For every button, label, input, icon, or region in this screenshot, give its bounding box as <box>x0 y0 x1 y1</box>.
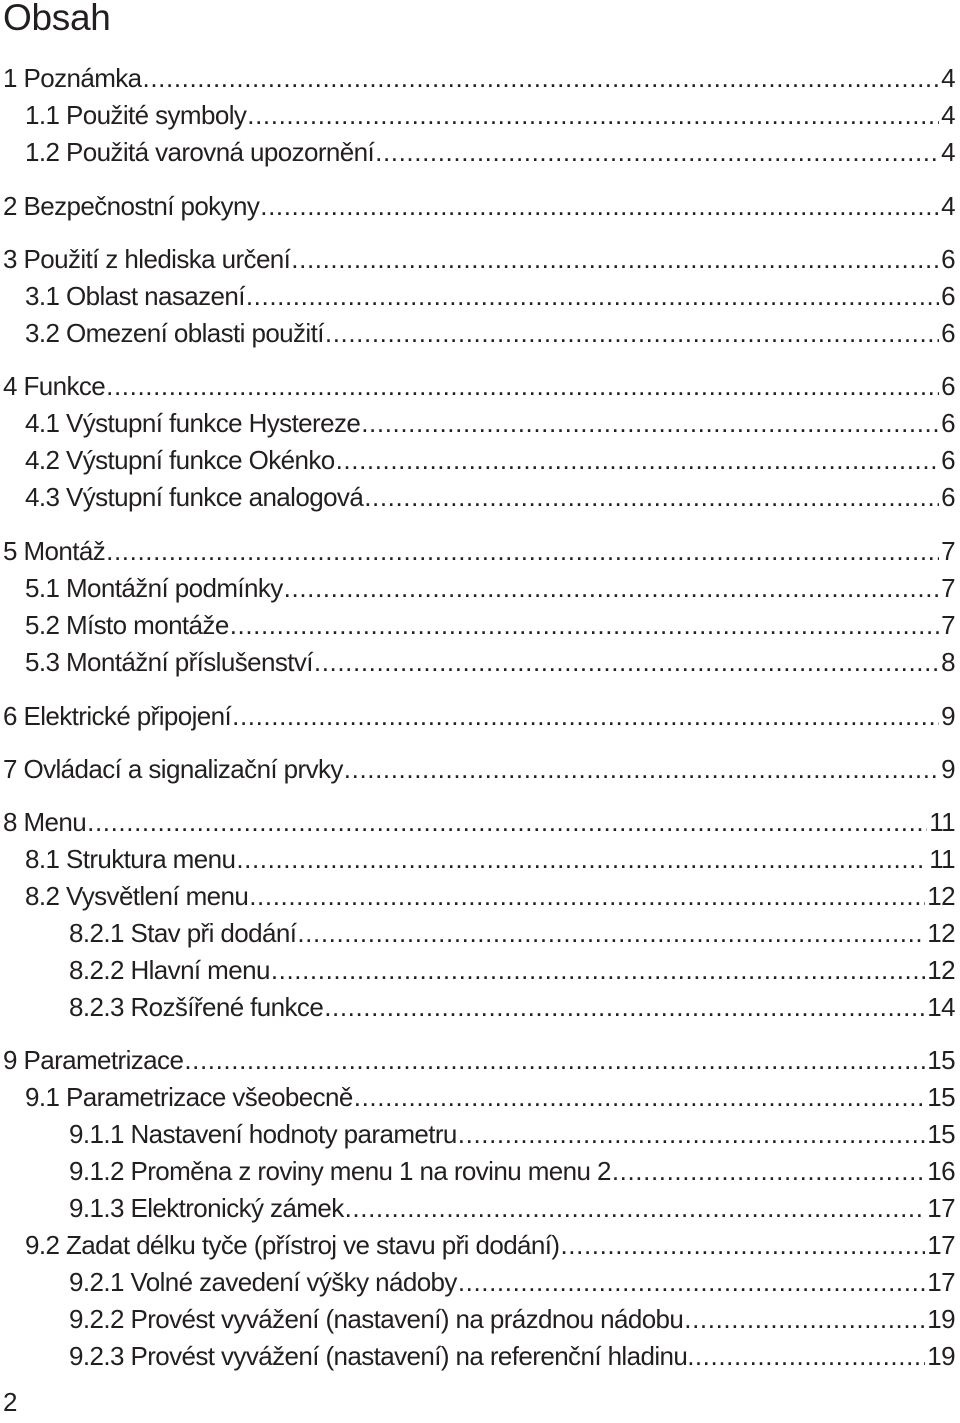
toc-entry-page: 6 <box>941 408 955 438</box>
toc-entry[interactable] <box>25 609 955 641</box>
toc-entry-label: 5.1 Montážní podmínky <box>25 573 283 603</box>
toc-entry-label: 8 Menu <box>3 807 87 837</box>
toc-entry-label: 6 Elektrické připojení <box>3 701 232 731</box>
toc-dot-leader <box>143 62 940 94</box>
toc-dot-leader <box>344 753 939 785</box>
toc-entry-label: 2 Bezpečnostní pokyny <box>3 191 260 221</box>
toc-entry-label: 7 Ovládací a signalizační prvky <box>3 754 343 784</box>
toc-entry[interactable] <box>25 646 955 678</box>
toc-entry-page: 4 <box>941 100 955 130</box>
toc-entry-label: 4.3 Výstupní funkce analogová <box>25 482 364 512</box>
toc-entry[interactable] <box>69 991 955 1023</box>
toc-dot-leader <box>246 280 939 312</box>
toc-entry[interactable] <box>69 1192 955 1224</box>
toc-entry-label: 8.1 Struktura menu <box>25 844 236 874</box>
toc-dot-leader <box>184 1044 925 1076</box>
toc-entry-page: 15 <box>927 1082 955 1112</box>
toc-entry-page: 6 <box>941 482 955 512</box>
toc-dot-leader <box>345 1192 926 1224</box>
toc-dot-leader <box>291 243 939 275</box>
toc-entry-label: 9.1 Parametrizace všeobecně <box>25 1082 353 1112</box>
page-number: 2 <box>3 1387 18 1417</box>
toc-entry[interactable] <box>69 1118 955 1150</box>
toc-dot-leader <box>375 136 939 168</box>
toc-dot-leader <box>325 317 939 349</box>
toc-entry-page: 6 <box>941 318 955 348</box>
toc-entry-label: 3.1 Oblast nasazení <box>25 281 245 311</box>
toc-entry-label: 9 Parametrizace <box>3 1045 184 1075</box>
toc-entry-page: 16 <box>927 1156 955 1186</box>
toc-entry-page: 17 <box>927 1267 955 1297</box>
toc-entry[interactable] <box>25 280 955 312</box>
toc-dot-leader <box>236 843 927 875</box>
toc-entry-page: 6 <box>941 244 955 274</box>
toc-entry-label: 8.2.1 Stav při dodání <box>69 918 297 948</box>
toc-entry-page: 7 <box>941 536 955 566</box>
toc-entry-label: 5 Montáž <box>3 536 106 566</box>
toc-dot-leader <box>458 1118 925 1150</box>
toc-entry-page: 15 <box>927 1045 955 1075</box>
toc-entry-page: 7 <box>941 573 955 603</box>
page-title: Obsah <box>3 0 111 38</box>
toc-entry[interactable] <box>69 1303 955 1335</box>
toc-entry[interactable] <box>25 444 955 476</box>
toc-entry-page: 17 <box>927 1230 955 1260</box>
toc-entry-page: 12 <box>927 881 955 911</box>
toc-entry-page: 17 <box>927 1193 955 1223</box>
toc-dot-leader <box>260 190 939 222</box>
toc-entry-page: 6 <box>941 281 955 311</box>
toc-entry-label: 3 Použití z hlediska určení <box>3 244 291 274</box>
toc-entry-page: 15 <box>927 1119 955 1149</box>
toc-entry-page: 6 <box>941 445 955 475</box>
toc-entry[interactable] <box>69 917 955 949</box>
toc-entry-page: 9 <box>941 701 955 731</box>
toc-entry-page: 6 <box>941 371 955 401</box>
toc-entry[interactable] <box>25 481 955 513</box>
toc-entry-label: 1.2 Použitá varovná upozornění <box>25 137 375 167</box>
toc-dot-leader <box>247 99 939 131</box>
toc-entry[interactable] <box>25 572 955 604</box>
toc-entry-label: 4.2 Výstupní funkce Okénko <box>25 445 335 475</box>
toc-entry[interactable] <box>3 806 955 838</box>
toc-entry[interactable] <box>25 1081 955 1113</box>
toc-dot-leader <box>271 954 925 986</box>
toc-entry[interactable] <box>25 99 955 131</box>
toc-dot-leader <box>232 700 939 732</box>
toc-dot-leader <box>684 1303 925 1335</box>
toc-entry-label: 9.2.3 Provést vyvážení (nastavení) na referenční hladinu. <box>69 1341 694 1371</box>
toc-entry[interactable] <box>69 1340 955 1372</box>
toc-entry[interactable] <box>3 243 955 275</box>
toc-entry-label: 5.2 Místo montáže <box>25 610 229 640</box>
toc-entry-label: 8.2 Vysvětlení menu <box>25 881 249 911</box>
toc-entry[interactable] <box>25 843 955 875</box>
toc-entry[interactable] <box>3 1044 955 1076</box>
toc-dot-leader <box>560 1229 925 1261</box>
toc-entry-page: 8 <box>941 647 955 677</box>
toc-entry[interactable] <box>25 317 955 349</box>
toc-entry-page: 14 <box>927 992 955 1022</box>
toc-entry-page: 4 <box>941 137 955 167</box>
toc-dot-leader <box>324 991 925 1023</box>
toc-dot-leader <box>87 806 927 838</box>
toc-entry-label: 9.2.1 Volné zavedení výšky nádoby <box>69 1267 457 1297</box>
toc-entry[interactable] <box>3 535 955 567</box>
toc-entry[interactable] <box>25 136 955 168</box>
toc-dot-leader <box>354 1081 925 1113</box>
toc-dot-leader <box>106 535 939 567</box>
toc-entry[interactable] <box>3 753 955 785</box>
toc-entry-page: 11 <box>929 807 955 837</box>
toc-dot-leader <box>361 407 939 439</box>
toc-entry-page: 19 <box>927 1341 955 1371</box>
toc-dot-leader <box>106 370 939 402</box>
toc-entry[interactable] <box>3 700 955 732</box>
toc-dot-leader <box>249 880 925 912</box>
toc-entry[interactable] <box>3 190 955 222</box>
toc-entry-label: 4 Funkce <box>3 371 106 401</box>
toc-entry[interactable] <box>25 880 955 912</box>
toc-entry-page: 7 <box>941 610 955 640</box>
toc-dot-leader <box>284 572 939 604</box>
toc-entry-label: 9.2.2 Provést vyvážení (nastavení) na prázdnou nádobu <box>69 1304 684 1334</box>
toc-dot-leader <box>314 646 939 678</box>
toc-entry-label: 1.1 Použité symboly <box>25 100 247 130</box>
toc-entry-label: 9.1.3 Elektronický zámek <box>69 1193 344 1223</box>
toc-dot-leader <box>230 609 939 641</box>
toc-dot-leader <box>336 444 940 476</box>
toc-entry-label: 8.2.2 Hlavní menu <box>69 955 270 985</box>
toc-entry-page: 4 <box>941 63 955 93</box>
toc-entry-label: 5.3 Montážní příslušenství <box>25 647 313 677</box>
toc-entry-page: 4 <box>941 191 955 221</box>
toc-entry[interactable] <box>25 407 955 439</box>
toc-entry[interactable] <box>69 954 955 986</box>
toc-dot-leader <box>695 1340 925 1372</box>
toc-entry-page: 12 <box>927 955 955 985</box>
toc-entry-label: 9.1.2 Proměna z roviny menu 1 na rovinu menu 2 <box>69 1156 611 1186</box>
toc-entry-label: 9.1.1 Nastavení hodnoty parametru <box>69 1119 457 1149</box>
toc-entry-page: 19 <box>927 1304 955 1334</box>
toc-dot-leader <box>612 1155 925 1187</box>
toc-entry-label: 9.2 Zadat délku tyče (přístroj ve stavu při dodání) <box>25 1230 560 1260</box>
toc-entry[interactable] <box>25 1229 955 1261</box>
toc-entry-page: 9 <box>941 754 955 784</box>
toc-entry[interactable] <box>69 1155 955 1187</box>
toc-entry-label: 1 Poznámka <box>3 63 142 93</box>
toc-entry[interactable] <box>3 370 955 402</box>
toc-entry-page: 12 <box>927 918 955 948</box>
toc-entry-label: 3.2 Omezení oblasti použití <box>25 318 324 348</box>
toc-entry[interactable] <box>69 1266 955 1298</box>
toc-entry[interactable] <box>3 62 955 94</box>
toc-entry-label: 4.1 Výstupní funkce Hystereze <box>25 408 361 438</box>
toc-dot-leader <box>364 481 939 513</box>
toc-entry-page: 11 <box>929 844 955 874</box>
toc-dot-leader <box>297 917 925 949</box>
toc-entry-label: 8.2.3 Rozšířené funkce <box>69 992 324 1022</box>
toc-dot-leader <box>458 1266 925 1298</box>
